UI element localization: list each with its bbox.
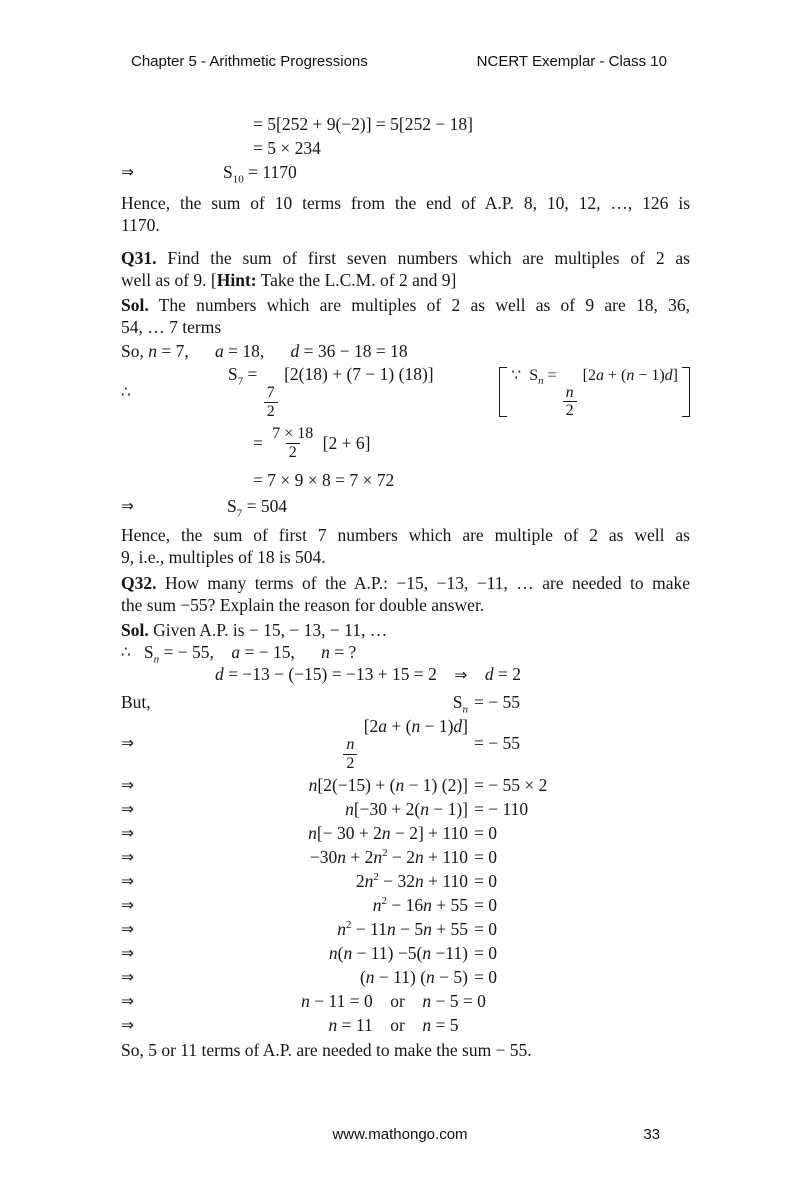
- math-variable: n: [395, 774, 405, 795]
- text-run: [467, 664, 485, 684]
- equation-rhs: [468, 797, 690, 821]
- math-variable: n: [365, 966, 375, 987]
- header-book-title: NCERT Exemplar - Class 10: [476, 53, 667, 70]
- math-variable: n: [422, 990, 432, 1011]
- text-run: − 1)]: [428, 798, 468, 819]
- math-variable: n: [337, 918, 347, 939]
- text-run: 2: [355, 870, 365, 891]
- bold-label: Q31.: [121, 248, 157, 268]
- text-run: − 1): [420, 716, 454, 736]
- math-variable: d: [664, 366, 673, 384]
- subscript: n: [462, 703, 468, 716]
- equation-centered: [181, 989, 690, 1013]
- text-run: = 0: [474, 870, 497, 891]
- fraction: [264, 384, 278, 421]
- equation-lhs: [181, 917, 468, 941]
- equation-lhs: [181, 821, 468, 845]
- equation-main: [228, 363, 434, 421]
- question-line: [121, 269, 690, 291]
- subscript: 10: [232, 173, 244, 186]
- implies-arrow: ⇒: [121, 163, 134, 181]
- equation-line: [253, 136, 690, 160]
- math-variable: n: [565, 383, 574, 401]
- text-run: [−30 + 2(: [353, 798, 421, 819]
- text-run: 7 × 18: [272, 424, 314, 442]
- right-bracket: [682, 367, 690, 417]
- text-run: = 5: [431, 1014, 459, 1035]
- text-run: = 0: [474, 822, 497, 843]
- text-run: S: [143, 642, 154, 662]
- math-variable: n: [411, 716, 421, 736]
- text-run: = 2: [493, 664, 521, 684]
- subscript: 7: [236, 507, 243, 520]
- math-variable: d: [215, 664, 224, 684]
- paragraph-line: [121, 214, 690, 236]
- text-run: 2: [346, 754, 355, 772]
- math-variable: d: [290, 341, 300, 361]
- text-run: Hence, the sum of 10 terms from the end of A.P. 8, 10, 12, …, 126 is: [121, 193, 690, 213]
- text-run: ]: [462, 716, 468, 736]
- equation-lhs: [181, 941, 468, 965]
- math-variable: a: [595, 366, 604, 384]
- text-run: well as of 9. [: [121, 270, 217, 290]
- superscript: 2: [382, 846, 388, 859]
- equation-line: [215, 663, 690, 686]
- math-variable: n: [148, 341, 157, 361]
- text-run: 54, … 7 terms: [121, 317, 222, 337]
- subscript: n: [153, 653, 160, 666]
- math-variable: n: [343, 942, 353, 963]
- equation-rhs: [468, 731, 690, 755]
- equation-line: [253, 112, 690, 136]
- text-run: − 2: [387, 846, 416, 867]
- equation-result: [223, 160, 297, 184]
- parameters-line: [143, 641, 357, 666]
- text-run: = 0: [474, 942, 497, 963]
- math-variable: n: [381, 822, 391, 843]
- math-variable: n: [328, 1014, 338, 1035]
- text-run: = 18,: [223, 341, 291, 361]
- text-run: Given A.P. is − 15, − 13, − 11, …: [148, 620, 388, 640]
- equation-row: [121, 989, 690, 1013]
- text-run: S: [521, 366, 539, 384]
- text-run: =: [243, 364, 262, 385]
- equation-row: [121, 869, 690, 893]
- text-run: [− 30 + 2: [316, 822, 382, 843]
- paragraph-line: [121, 192, 690, 214]
- equation-centered: [181, 1013, 690, 1037]
- implies-arrow: ⇒: [121, 847, 134, 866]
- text-run: −30: [309, 846, 338, 867]
- text-run: − 32: [378, 870, 416, 891]
- text-run: S: [227, 364, 238, 385]
- page-content: [121, 110, 690, 1061]
- text-run: = − 55: [474, 692, 520, 712]
- text-run: 7: [266, 384, 275, 401]
- equation-rhs: [468, 965, 690, 989]
- math-variable: n: [301, 990, 310, 1011]
- text-run: So, 5 or 11 terms of A.P. are needed to make the sum − 55.: [121, 1039, 532, 1060]
- equation-row: [121, 941, 690, 965]
- text-run: 9, i.e., multiples of 18 is 504.: [121, 547, 326, 567]
- therefore-symbol: ∴: [121, 383, 131, 401]
- text-run: the sum −55? Explain the reason for double answer.: [121, 595, 485, 615]
- subscript: 7: [237, 375, 244, 388]
- text-run: = 0: [474, 894, 497, 915]
- bold-label: Sol.: [121, 620, 149, 640]
- text-run: Hence, the sum of first 7 numbers which are multiple of 2 as well as: [121, 525, 690, 545]
- left-bracket: [499, 367, 507, 417]
- math-variable: n: [426, 966, 435, 987]
- text-run: [2: [578, 366, 596, 384]
- math-variable: n: [423, 918, 432, 939]
- text-run: + (: [603, 366, 627, 384]
- text-run: + 110: [423, 870, 468, 891]
- text-run: − 16: [387, 894, 424, 915]
- equation-row: [121, 690, 690, 714]
- math-variable: n: [415, 870, 424, 891]
- implies-arrow: ⇒: [121, 943, 134, 962]
- equation-row: [121, 965, 690, 989]
- math-variable: a: [378, 716, 388, 736]
- text-run: = ?: [329, 642, 357, 662]
- bold-label: Q32.: [121, 573, 157, 593]
- text-run: 2: [288, 443, 297, 461]
- text-run: = 7,: [156, 341, 215, 361]
- implies-arrow: ⇒: [121, 775, 134, 794]
- implies-arrow: ⇒: [121, 734, 134, 753]
- text-run: = − 55,: [159, 642, 232, 662]
- math-variable: n: [423, 894, 432, 915]
- question-line: [121, 572, 690, 594]
- math-symbol: ∵: [511, 365, 522, 384]
- math-variable: d: [484, 664, 494, 684]
- solution-line: [121, 316, 690, 338]
- equation-lhs: [181, 690, 468, 714]
- footer-url: www.mathongo.com: [332, 1126, 468, 1143]
- implies-arrow: ⇒: [121, 991, 134, 1010]
- text-run: − 11 = 0 or: [309, 990, 423, 1011]
- equation-list: [121, 714, 690, 1037]
- equation-rhs: [468, 917, 690, 941]
- text-run: [2 + 6]: [318, 433, 371, 453]
- text-run: = − 55 × 2: [474, 774, 548, 795]
- bold-label: Hint:: [216, 270, 257, 290]
- text-run: Take the L.C.M. of 2 and 9]: [256, 270, 457, 290]
- math-variable: n: [420, 798, 429, 819]
- equation-row: [121, 917, 690, 941]
- text-run: − 5 = 0: [431, 990, 486, 1011]
- text-run: − 11) −5(: [352, 942, 423, 963]
- equation-lhs: [181, 845, 468, 869]
- text-run: = 36 − 18 = 18: [299, 341, 408, 361]
- text-run: The numbers which are multiples of 2 as well as of 9 are 18, 36,: [148, 295, 690, 315]
- text-run: So,: [121, 341, 149, 361]
- equation-rhs: [468, 690, 690, 714]
- text-run: = 5 × 234: [253, 138, 321, 158]
- math-variable: n: [422, 942, 432, 963]
- equation-rhs: [468, 941, 690, 965]
- text-run: [2: [359, 716, 379, 736]
- math-variable: n: [387, 918, 396, 939]
- superscript: 2: [346, 918, 352, 931]
- equation-lhs: [181, 965, 468, 989]
- math-variable: n: [321, 642, 330, 662]
- parameters-line: [121, 340, 690, 362]
- equation-rhs: [468, 845, 690, 869]
- text-run: −11): [431, 942, 468, 963]
- implies-arrow: ⇒: [121, 967, 134, 986]
- solution-line: [121, 294, 690, 316]
- equation-rhs: [468, 773, 690, 797]
- text-run: 2: [266, 402, 275, 420]
- implies-arrow: ⇒: [121, 823, 134, 842]
- equation-lhs: [181, 714, 468, 773]
- question-line: [121, 247, 690, 269]
- equation-row: [121, 366, 690, 418]
- text-run: + (: [387, 716, 412, 736]
- formula-note: [499, 365, 690, 420]
- math-variable: n: [308, 822, 317, 843]
- implies-arrow: ⇒: [121, 497, 134, 515]
- equation-row: [121, 845, 690, 869]
- text-run: = 0: [474, 966, 497, 987]
- equation-rhs: [468, 893, 690, 917]
- equation-row: [121, 494, 690, 518]
- text-run: + 55: [431, 918, 468, 939]
- equation-row: [121, 773, 690, 797]
- text-run: − 11) (: [374, 966, 427, 987]
- footer-page-number: 33: [643, 1126, 660, 1143]
- equation-lhs: [181, 893, 468, 917]
- text-run: =: [253, 433, 268, 453]
- text-run: = − 15,: [240, 642, 322, 662]
- text-run: + 55: [431, 894, 468, 915]
- math-variable: n: [364, 870, 374, 891]
- text-run: − 11: [351, 918, 387, 939]
- equation-row: [121, 641, 690, 666]
- implies-arrow: ⇒: [121, 919, 134, 938]
- text-run: = 11 or: [337, 1014, 423, 1035]
- fraction: [563, 384, 577, 421]
- fraction: [343, 736, 357, 773]
- text-run: [2(18) + (7 − 1) (18)]: [279, 364, 434, 385]
- equation-row: [121, 797, 690, 821]
- text-run: 2: [565, 402, 574, 420]
- text-run: [2(−15) + (: [317, 774, 396, 795]
- math-variable: n: [415, 846, 424, 867]
- formula-note-content: [511, 364, 678, 421]
- math-symbol: ⇒: [454, 666, 468, 684]
- equation-lhs: [181, 773, 468, 797]
- equation-line: [253, 468, 690, 492]
- header-chapter-title: Chapter 5 - Arithmetic Progressions: [131, 53, 368, 70]
- text-run: = 5[252 + 9(−2)] = 5[252 − 18]: [253, 114, 473, 134]
- text-run: − 5: [395, 918, 424, 939]
- math-variable: n: [345, 798, 354, 819]
- text-run: = 0: [474, 846, 497, 867]
- math-variable: n: [422, 1014, 432, 1035]
- math-variable: n: [328, 942, 338, 963]
- bold-label: Sol.: [121, 295, 149, 315]
- math-variable: n: [346, 735, 355, 753]
- math-variable: n: [626, 366, 635, 384]
- question-line: [121, 594, 690, 616]
- text-run: − 1) (2)]: [404, 774, 468, 795]
- superscript: 2: [373, 870, 379, 883]
- text-run: − 5): [434, 966, 468, 987]
- text-run: = 504: [242, 496, 288, 516]
- text-run: How many terms of the A.P.: −15, −13, −11, … are needed to make: [156, 573, 690, 593]
- equation-result: [227, 494, 287, 518]
- text-run: − 2] + 110: [390, 822, 468, 843]
- text-run: (: [337, 942, 344, 963]
- text-run: = 1170: [243, 162, 297, 182]
- equation-line: [253, 418, 690, 468]
- subscript: n: [538, 374, 544, 387]
- equation-rhs: [468, 869, 690, 893]
- text-run: = − 55: [474, 733, 520, 754]
- math-variable: n: [337, 846, 347, 867]
- equation-row: [121, 821, 690, 845]
- text-run: = − 110: [474, 798, 529, 819]
- implies-arrow: ⇒: [121, 1015, 134, 1034]
- text-run: (: [359, 966, 366, 987]
- math-variable: n: [373, 846, 383, 867]
- math-variable: n: [372, 894, 382, 915]
- math-variable: a: [214, 341, 224, 361]
- text-run: + 110: [423, 846, 468, 867]
- text-run: Find the sum of first seven numbers which are multiples of 2 as: [156, 248, 690, 268]
- equation-row: [121, 893, 690, 917]
- conclusion-line: [121, 1039, 690, 1061]
- equation-lhs: [181, 869, 468, 893]
- paragraph-line: [121, 524, 690, 546]
- text-run: S: [223, 162, 233, 182]
- superscript: 2: [381, 894, 387, 907]
- therefore-symbol: ∴: [121, 643, 131, 661]
- equation-row: [121, 160, 690, 184]
- solution-line: [121, 619, 690, 641]
- text-run: − 1): [634, 366, 665, 384]
- implies-arrow: ⇒: [121, 895, 134, 914]
- text-run: = 7 × 9 × 8 = 7 × 72: [253, 470, 395, 490]
- text-run: =: [543, 366, 561, 384]
- implies-arrow: ⇒: [121, 799, 134, 818]
- paragraph-line: [121, 546, 690, 568]
- math-variable: d: [453, 716, 463, 736]
- equation-lhs: [181, 797, 468, 821]
- text-run: + 2: [346, 846, 374, 867]
- implies-arrow: ⇒: [121, 871, 134, 890]
- text-run: 1170.: [121, 215, 160, 235]
- equation-row: [121, 1013, 690, 1037]
- but-label: But,: [121, 692, 151, 712]
- fraction: [269, 425, 316, 462]
- text-run: = 0: [474, 918, 497, 939]
- equation-row: [121, 714, 690, 773]
- equation-rhs: [468, 821, 690, 845]
- math-variable: n: [308, 774, 318, 795]
- math-variable: a: [231, 642, 241, 662]
- text-run: = −13 − (−15) = −13 + 15 = 2: [223, 664, 455, 684]
- text-run: ]: [672, 366, 678, 384]
- text-run: S: [452, 692, 463, 712]
- text-run: S: [227, 496, 237, 516]
